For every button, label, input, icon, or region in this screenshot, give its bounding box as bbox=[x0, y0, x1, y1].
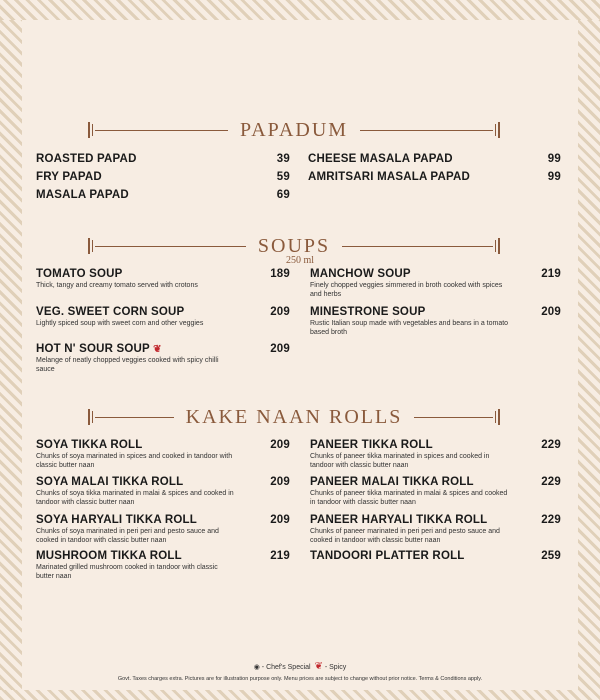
menu-item bbox=[310, 439, 561, 470]
rolls-header bbox=[88, 404, 500, 430]
item-description: Thick, tangy and creamy tomato served with crotons bbox=[36, 282, 198, 289]
menu-item bbox=[308, 153, 561, 165]
menu-item bbox=[310, 306, 561, 337]
menu-item bbox=[36, 514, 290, 545]
item-name: PANEER TIKKA ROLL bbox=[310, 439, 433, 451]
item-name: SOYA TIKKA ROLL bbox=[36, 439, 143, 451]
section-title-soups: SOUPS bbox=[257, 234, 331, 257]
item-price: 209 bbox=[541, 306, 561, 318]
item-price: 229 bbox=[541, 514, 561, 526]
item-price: 39 bbox=[276, 153, 290, 165]
legend bbox=[0, 661, 600, 672]
item-name: VEG. SWEET CORN SOUP bbox=[36, 306, 185, 318]
item-price: 229 bbox=[541, 439, 561, 451]
chef-hat-icon: ◉ bbox=[253, 664, 260, 671]
item-price: 209 bbox=[270, 439, 290, 451]
section-title-rolls: KAKE NAAN ROLLS bbox=[185, 405, 403, 428]
item-description: Melange of neatly chopped veggies cooked with spicy chilli sauce bbox=[36, 357, 219, 373]
menu-item bbox=[36, 476, 290, 507]
item-description: Rustic Italian soup made with vegetables and beans in a tomato based broth bbox=[310, 320, 509, 336]
menu-item bbox=[310, 514, 561, 545]
item-name: PANEER MALAI TIKKA ROLL bbox=[310, 476, 474, 488]
item-name: ROASTED PAPAD bbox=[36, 153, 137, 165]
item-price: 229 bbox=[541, 476, 561, 488]
item-price: 189 bbox=[270, 268, 290, 280]
menu-item bbox=[310, 550, 561, 562]
chili-pepper-icon: ❦ bbox=[314, 661, 323, 672]
item-name: TOMATO SOUP bbox=[36, 268, 123, 280]
item-price: 59 bbox=[276, 171, 290, 183]
menu-item bbox=[36, 268, 290, 290]
item-price: 69 bbox=[276, 189, 290, 201]
item-price: 219 bbox=[541, 268, 561, 280]
item-name: HOT N' SOUR SOUP bbox=[36, 343, 150, 355]
menu-item bbox=[308, 171, 561, 183]
item-description: Marinated grilled mushroom cooked in tandoor with classic butter naan bbox=[36, 564, 218, 580]
item-name: MASALA PAPAD bbox=[36, 189, 129, 201]
item-name: TANDOORI PLATTER ROLL bbox=[310, 550, 465, 562]
ornamental-border-right bbox=[578, 20, 600, 690]
menu-item bbox=[36, 343, 290, 374]
item-description: Finely chopped veggies simmered in broth cooked with spices and herbs bbox=[310, 282, 503, 298]
section-title-papadum: PAPADUM bbox=[239, 118, 349, 141]
ornamental-border-left bbox=[0, 20, 22, 690]
item-name: SOYA HARYALI TIKKA ROLL bbox=[36, 514, 197, 526]
menu-item bbox=[36, 550, 290, 581]
soups-subtitle: 250 ml bbox=[285, 255, 315, 266]
menu-item bbox=[310, 268, 561, 299]
legend-chef-special: - Chef's Special bbox=[261, 664, 311, 671]
item-name: FRY PAPAD bbox=[36, 171, 102, 183]
chili-pepper-icon: ❦ bbox=[153, 344, 162, 355]
papadum-header bbox=[88, 117, 500, 143]
item-name: MINESTRONE SOUP bbox=[310, 306, 426, 318]
footer-disclaimer: Govt. Taxes charges extra. Pictures are for illustration purpose only. Menu prices are subject to change without prior notice. Terms & Conditions apply. bbox=[117, 676, 483, 682]
legend-spicy: - Spicy bbox=[324, 664, 347, 671]
ornamental-border-top bbox=[0, 0, 600, 20]
item-price: 209 bbox=[270, 306, 290, 318]
item-name: MUSHROOM TIKKA ROLL bbox=[36, 550, 182, 562]
item-price: 209 bbox=[270, 476, 290, 488]
item-price: 99 bbox=[547, 153, 561, 165]
item-name: AMRITSARI MASALA PAPAD bbox=[308, 171, 470, 183]
item-price: 209 bbox=[270, 343, 290, 355]
item-description: Chunks of paneer marinated in peri peri and pesto sauce and cooked in tandoor with classic butter naan bbox=[310, 528, 500, 544]
item-description: Chunks of soya marinated in spices and cooked in tandoor with classic butter naan bbox=[36, 453, 233, 469]
item-price: 99 bbox=[547, 171, 561, 183]
item-name: CHEESE MASALA PAPAD bbox=[308, 153, 453, 165]
item-name: SOYA MALAI TIKKA ROLL bbox=[36, 476, 184, 488]
item-name: MANCHOW SOUP bbox=[310, 268, 411, 280]
item-description: Chunks of soya marinated in peri peri and pesto sauce and cooked in tandoor with classic butter naan bbox=[36, 528, 219, 544]
ornamental-border-bottom bbox=[0, 690, 600, 700]
menu-item bbox=[36, 189, 290, 201]
item-price: 259 bbox=[541, 550, 561, 562]
item-description: Chunks of soya tikka marinated in malai & spices and cooked in tandoor with classic butter naan bbox=[36, 490, 234, 506]
item-price: 209 bbox=[270, 514, 290, 526]
menu-item bbox=[36, 439, 290, 470]
item-description: Chunks of paneer tikka marinated in spices and cooked in tandoor with classic butter naan bbox=[310, 453, 490, 469]
item-description: Chunks of paneer tikka marinated in malai & spices and cooked in tandoor with classic butter naan bbox=[310, 490, 508, 506]
menu-item bbox=[310, 476, 561, 507]
menu-item bbox=[36, 153, 290, 165]
item-description: Lightly spiced soup with sweet corn and other veggies bbox=[36, 320, 204, 327]
menu-item bbox=[36, 306, 290, 328]
item-name: PANEER HARYALI TIKKA ROLL bbox=[310, 514, 488, 526]
menu-item bbox=[36, 171, 290, 183]
item-price: 219 bbox=[270, 550, 290, 562]
